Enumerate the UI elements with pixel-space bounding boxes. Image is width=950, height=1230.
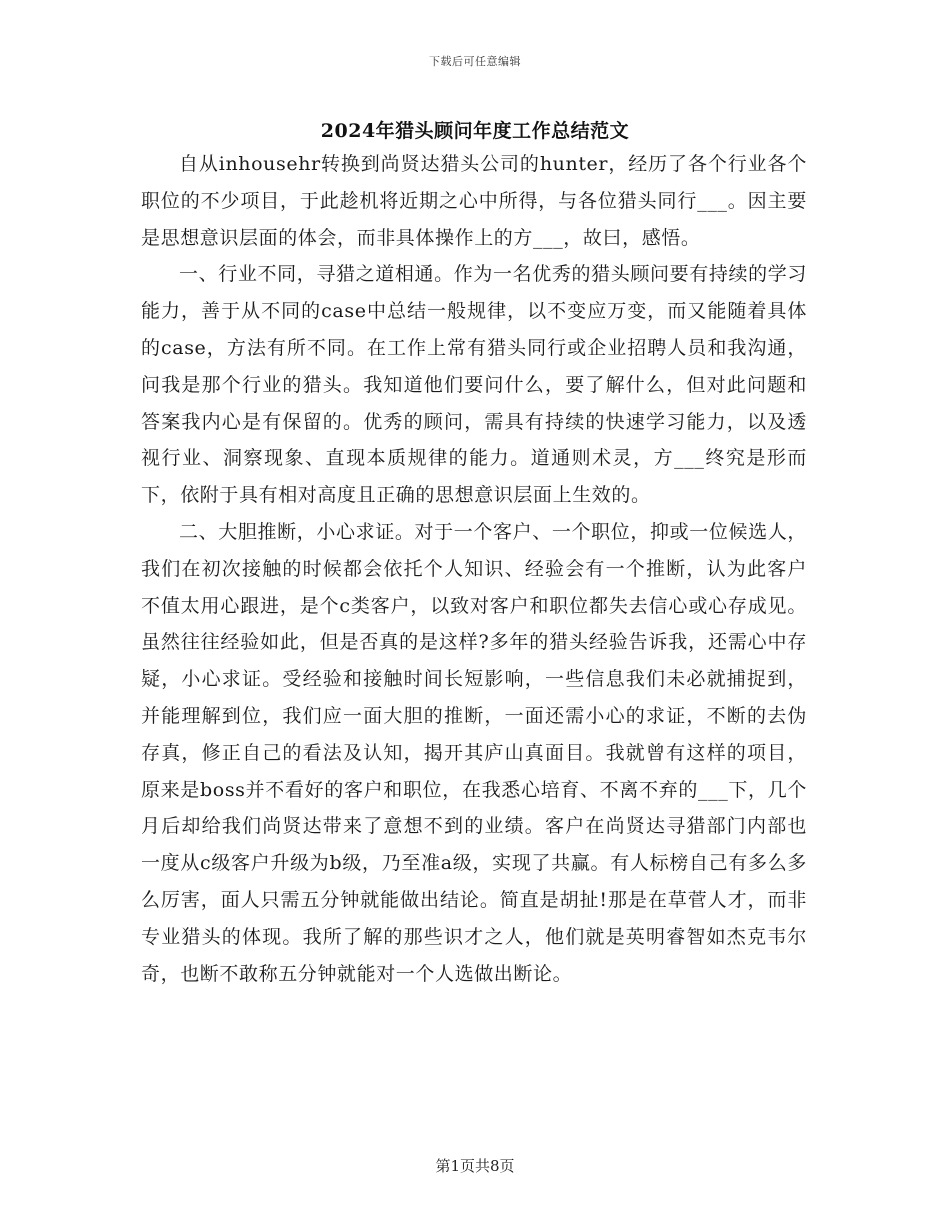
page-number-footer: 第1页共8页 — [435, 1157, 515, 1175]
document-title: 2024年猎头顾问年度工作总结范文 — [320, 120, 630, 142]
page-header-note: 下载后可任意编辑 — [429, 55, 521, 68]
paragraph-section-2: 二、大胆推断，小心求证。对于一个客户、一个职位，抑或一位候选人，我们在初次接触的时候都会依托个人知识、经验会有一个推断，认为此客户不值太用心跟进，是个c类客户，以致对客户和职位都失去信心或心存成见。虽然往往经验如此，但是否真的是这样?多年的猎头经验告诉我，还需心中存疑，小心求证。受经验和接触时间长短影响，一些信息我们未必就捕捉到，并能理解到位，我们应一面大胆的推断，一面还需小心的求证，不断的去伪存真，修正自己的看法及认知，揭开其庐山真面目。我就曾有这样的项目，原来是boss并不看好的客户和职位，在我悉心培育、不离不弃的___下，几个月后却给我们尚贤达带来了意想不到的业绩。客户在尚贤达寻猎部门内部也一度从c级客户升级为b级，乃至准a级，实现了共赢。有人标榜自己有多么多么厉害，面人只需五分钟就能做出结论。简直是胡扯!那是在草菅人才，而非专业猎头的体现。我所了解的那些识才之人，他们就是英明睿智如杰克韦尔奇，也断不敢称五分钟就能对一个人选做出断论。 — [141, 520, 807, 985]
paragraph-intro: 自从inhousehr转换到尚贤达猎头公司的hunter，经历了各个行业各个职位的不少项目，于此趁机将近期之心中所得，与各位猎头同行___。因主要是思想意识层面的体会，而非具体操作上的方___，故曰，感悟。 — [141, 153, 807, 249]
document-body — [141, 146, 807, 992]
paragraph-section-1: 一、行业不同，寻猎之道相通。作为一名优秀的猎头顾问要有持续的学习能力，善于从不同的case中总结一般规律，以不变应万变，而又能随着具体的case，方法有所不同。在工作上常有猎头同行或企业招聘人员和我沟通，问我是那个行业的猎头。我知道他们要问什么，要了解什么，但对此问题和答案我内心是有保留的。优秀的顾问，需具有持续的快速学习能力，以及透视行业、洞察现象、直现本质规律的能力。道通则术灵，方___终究是形而下，依附于具有相对高度且正确的思想意识层面上生效的。 — [141, 263, 807, 507]
